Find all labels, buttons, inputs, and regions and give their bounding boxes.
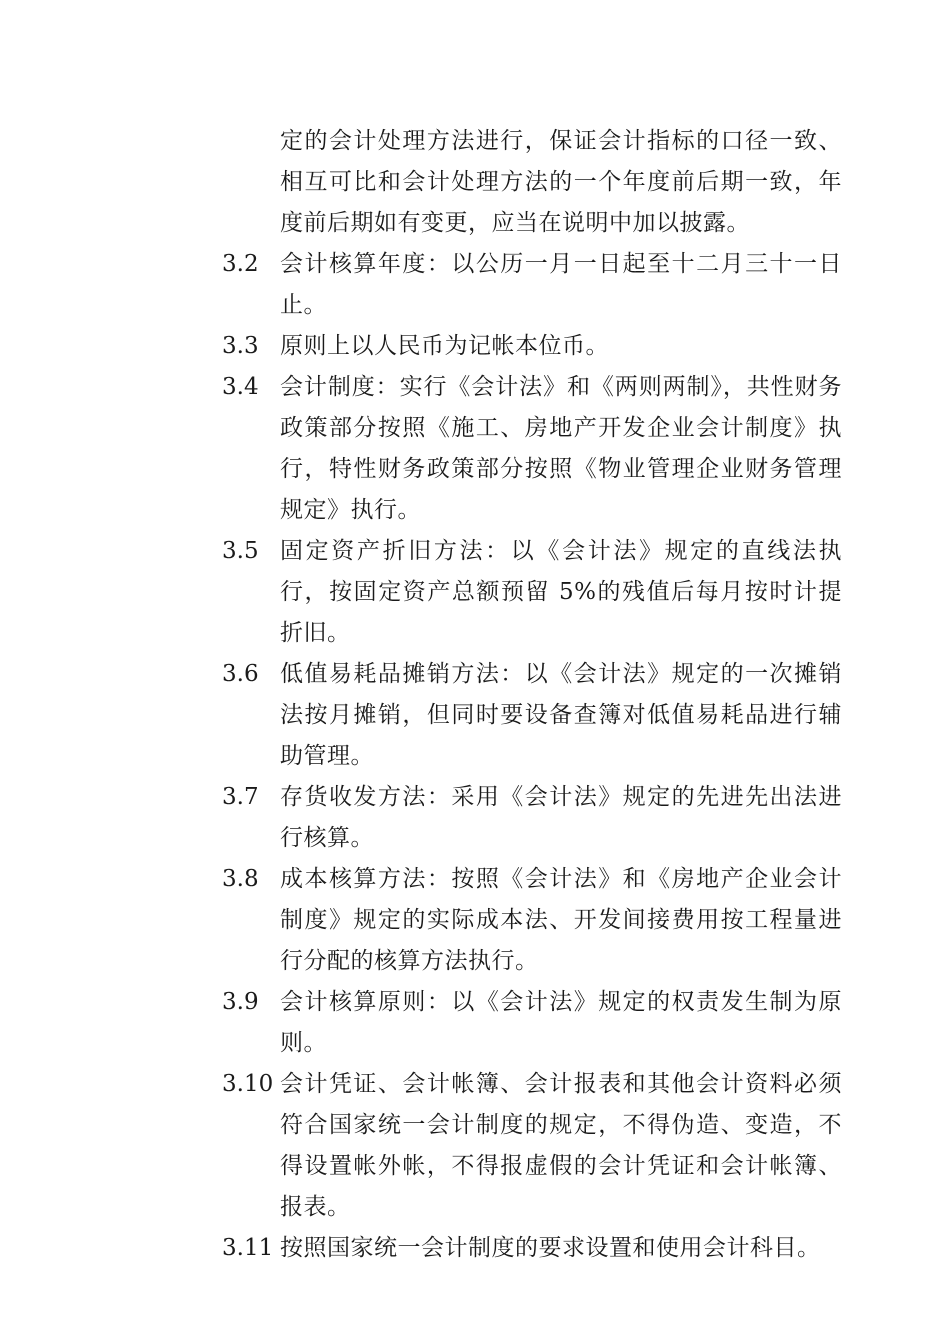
paragraph-continuation — [222, 121, 842, 244]
clause-3-2 — [222, 244, 842, 326]
clause-number: 3.3 — [222, 333, 259, 359]
clause-3-10 — [222, 1064, 842, 1228]
clause-number: 3.10 — [222, 1071, 274, 1097]
clause-text: 会计核算年度：以公历一月一日起至十二月三十一日止。 — [280, 251, 842, 318]
clause-text: 固定资产折旧方法：以《会计法》规定的直线法执行，按固定资产总额预留 5%的残值后每月按时计提折旧。 — [280, 538, 842, 646]
clause-number: 3.2 — [222, 251, 259, 277]
document-body — [222, 121, 842, 1269]
clause-3-11 — [222, 1228, 842, 1269]
clause-text: 会计凭证、会计帐簿、会计报表和其他会计资料必须符合国家统一会计制度的规定，不得伪造、变造，不得设置帐外帐，不得报虚假的会计凭证和会计帐簿、报表。 — [280, 1071, 842, 1220]
clause-3-5 — [222, 531, 842, 654]
clause-text: 存货收发方法：采用《会计法》规定的先进先出法进行核算。 — [280, 784, 842, 851]
clause-text: 原则上以人民币为记帐本位币。 — [280, 333, 609, 359]
clause-3-8 — [222, 859, 842, 982]
clause-number: 3.9 — [222, 989, 259, 1015]
clause-number: 3.5 — [222, 538, 259, 564]
paragraph-text: 定的会计处理方法进行，保证会计指标的口径一致、相互可比和会计处理方法的一个年度前后期一致，年度前后期如有变更，应当在说明中加以披露。 — [280, 128, 842, 236]
clause-number: 3.11 — [222, 1235, 274, 1261]
clause-text: 按照国家统一会计制度的要求设置和使用会计科目。 — [280, 1235, 821, 1261]
clause-text: 会计核算原则：以《会计法》规定的权责发生制为原则。 — [280, 989, 842, 1056]
clause-3-4 — [222, 367, 842, 531]
clause-number: 3.4 — [222, 374, 259, 400]
clause-3-6 — [222, 654, 842, 777]
clause-number: 3.8 — [222, 866, 259, 892]
clause-3-9 — [222, 982, 842, 1064]
clause-text: 成本核算方法：按照《会计法》和《房地产企业会计制度》规定的实际成本法、开发间接费用按工程量进行分配的核算方法执行。 — [280, 866, 842, 974]
clause-number: 3.7 — [222, 784, 259, 810]
clause-3-7 — [222, 777, 842, 859]
clause-3-3 — [222, 326, 842, 367]
clause-text: 低值易耗品摊销方法：以《会计法》规定的一次摊销法按月摊销，但同时要设备查簿对低值易耗品进行辅助管理。 — [280, 661, 842, 769]
clause-text: 会计制度：实行《会计法》和《两则两制》，共性财务政策部分按照《施工、房地产开发企业会计制度》执行，特性财务政策部分按照《物业管理企业财务管理规定》执行。 — [280, 374, 842, 523]
clause-number: 3.6 — [222, 661, 259, 687]
